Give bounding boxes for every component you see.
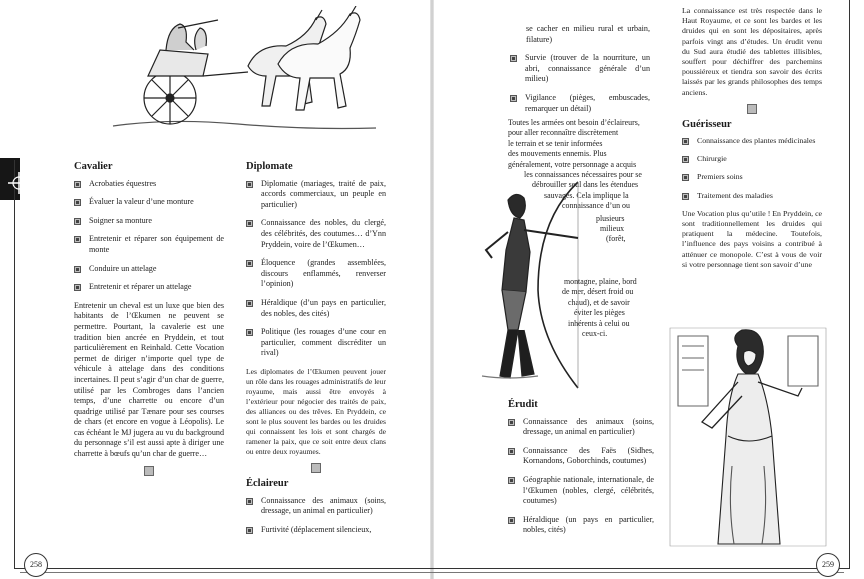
paragraph-line: connaissance d’un ou	[562, 201, 630, 211]
column-diplomate	[246, 162, 386, 543]
bullet-icon	[510, 55, 517, 62]
list-item: Politique (les rouages d’une cour en particulier, comment discréditer un rival)	[246, 327, 386, 359]
bullet-icon	[246, 300, 253, 307]
list-item: Survie (trouver de la nourriture, un abri, connaissance générale d’un milieu)	[510, 53, 650, 85]
list-item: Héraldique (d’un pays en particulier, des nobles, des cités)	[246, 298, 386, 319]
list-item: Vigilance (pièges, embuscades, remarquer un détail)	[510, 93, 650, 114]
bullet-icon	[508, 517, 515, 524]
corner-ornament-icon	[6, 170, 32, 196]
paragraph-line: Toutes les armées ont besoin d’éclaireurs,	[508, 118, 640, 127]
ornament-icon	[747, 104, 757, 114]
continued-item-text: se cacher en milieu rural et urbain, filature)	[526, 24, 650, 44]
list-item: Évaluer la valeur d’une monture	[74, 197, 224, 208]
bullet-icon	[682, 138, 689, 145]
list-item: Connaissance des Faës (Sidhes, Kornandons, Goborchinds, coutumes)	[508, 446, 654, 467]
page-frame-bottom	[14, 568, 850, 569]
list-item: Connaissance des animaux (soins, dressage, un animal en particulier)	[508, 417, 654, 438]
column-eclaireur-continued	[510, 24, 650, 122]
paragraph-line: éviter les pièges	[574, 308, 625, 318]
paragraph-line: pour aller reconnaître discrètement	[508, 128, 619, 138]
page-number-left: 258	[24, 553, 48, 577]
heading-diplomate: Diplomate	[246, 161, 293, 172]
list-item: Traitement des maladies	[682, 191, 822, 201]
bullet-icon	[74, 181, 81, 188]
bullet-icon	[508, 477, 515, 484]
list-item: Conduire un attelage	[74, 264, 224, 275]
paragraph-line: milieux	[600, 224, 625, 234]
list-item: Héraldique (un pays en particulier, nobles, cités)	[508, 515, 654, 536]
page-frame-bottom-inner	[20, 572, 844, 573]
bullet-icon	[246, 260, 253, 267]
list-item: Diplomatie (mariages, traité de paix, accords commerciaux, un peuple en particulier)	[246, 179, 386, 211]
book-spine	[430, 0, 434, 579]
heading-guerisseur: Guérisseur	[682, 118, 732, 130]
cavalier-paragraph: Entretenir un cheval est un luxe que bien des habitants de l’Œkumen ne peuvent se permettre. Pourtant, la cavalerie est une tradition bien ancrée en Pryddein, et tout particulièrement en Reinhald. Cette Vocation permet de diriger n’importe quel type de véhicule à attelage dans des conditions incertaines. Il peut s’agir d’un char de guerre, utilisé par les Combroges dans l’ancien temps, d’une charrette ou encore d’un quadrige utilisé par Tænare pour ses courses de chars (et encore en vogue à Léopolis). Le cas échéant le MJ jugera au vu du background du personnage s’il est aussi apte à diriger une charrette à bœufs qu’un char de guerre…	[74, 300, 224, 459]
bullet-icon	[74, 199, 81, 206]
healer-illustration	[668, 326, 828, 548]
paragraph-line: sauvages. Cela implique la	[544, 190, 629, 200]
ornament-icon	[311, 463, 321, 473]
list-item: Premiers soins	[682, 172, 822, 182]
heading-eclaireur: Éclaireur	[246, 477, 289, 489]
bullet-icon	[74, 218, 81, 225]
paragraph-line: plusieurs	[596, 213, 625, 223]
list-item: Connaissance des nobles, du clergé, des célébrités, des coutumes… d’Ynn Pryddein, voire de l’Œkumen…	[246, 218, 386, 250]
paragraph-line: de mer, désert froid ou	[562, 287, 634, 297]
bullet-icon	[74, 236, 81, 243]
paragraph-line: ceux-ci.	[582, 328, 608, 338]
paragraph-line: montagne, plaine, bord	[564, 276, 637, 286]
list-item: Chirurgie	[682, 154, 822, 164]
paragraph-line: inhérents à celui ou	[568, 318, 630, 328]
paragraph-line: débrouiller seul dans les étendues	[532, 180, 639, 190]
page-frame-right	[849, 0, 850, 569]
list-item: Soigner sa monture	[74, 216, 224, 227]
paragraph-line: le terrain et se tenir informées	[508, 138, 603, 148]
bullet-icon	[682, 156, 689, 163]
ornament-icon	[144, 466, 154, 476]
list-item: Entretenir et réparer son équipement de monte	[74, 234, 224, 255]
paragraph-line: généralement, votre personnage a acquis	[508, 159, 637, 169]
list-item: Éloquence (grandes assemblées, discours enflammés, renverser l’opinion)	[246, 258, 386, 290]
bullet-icon	[246, 220, 253, 227]
column-guerisseur	[682, 6, 822, 276]
bullet-icon	[74, 284, 81, 291]
bullet-icon	[246, 329, 253, 336]
paragraph-line: (forêt,	[606, 234, 626, 244]
list-item: Entretenir et réparer un attelage	[74, 282, 224, 293]
heading-erudit: Érudit	[508, 399, 538, 410]
bullet-icon	[682, 174, 689, 181]
list-item: Acrobaties équestres	[74, 179, 224, 190]
column-erudit	[508, 400, 654, 544]
list-item: Connaissance des animaux (soins, dressage, un animal en particulier)	[246, 496, 386, 517]
guerisseur-paragraph: Une Vocation plus qu’utile ! En Pryddein, ce sont traditionnellement les druides qui pratiquent la médecine. Toutefois, l’influence des pays voisins a contribué à atténuer ce monopole. C’est à vous de voir si votre personnage tient son savoir d’une	[682, 208, 822, 269]
bullet-icon	[246, 527, 253, 534]
bullet-icon	[510, 95, 517, 102]
list-item: Connaissance des plantes médicinales	[682, 136, 822, 146]
bullet-icon	[682, 193, 689, 200]
column-cavalier	[74, 162, 224, 480]
heading-cavalier: Cavalier	[74, 161, 113, 172]
chariot-illustration	[108, 6, 380, 134]
list-item: Furtivité (déplacement silencieux,	[246, 525, 386, 536]
list-item: Géographie nationale, internationale, de l’Œkumen (nobles, clergé, célébrités, coutumes)	[508, 475, 654, 507]
bullet-icon	[508, 448, 515, 455]
page-frame-left	[14, 160, 15, 569]
diplomate-paragraph: Les diplomates de l’Œkumen peuvent jouer un rôle dans les rouages administratifs de leur royaume, mais aussi être envoyés à l’extérieur pour négocier des traités de paix, des alliances ou des trêves. En Pryddein, ce sont le plus souvent les bardes ou les druides qui connaissent les lois et sont chargés de ramener la paix, que ce soit entre deux clans ou entre deux royaumes.	[246, 366, 386, 456]
paragraph-line: chaud), et de savoir	[568, 297, 630, 307]
paragraph-line: des mouvements ennemis. Plus	[508, 149, 607, 159]
bullet-icon	[246, 181, 253, 188]
page-number-right: 259	[816, 553, 840, 577]
erudit-paragraph: La connaissance est très respectée dans le Haut Royaume, et ce sont les bardes et les druides qui en sont les dépositaires, après parfois vingt ans d’études. Un érudit venu du Sud aura étudié des tablettes illisibles, souffert pour déchiffrer des parchemins poussiéreux et tiendra son savoir des écrits laissés par les grands philosophes des temps anciens.	[682, 6, 822, 97]
bullet-icon	[508, 419, 515, 426]
archer-illustration	[478, 180, 588, 390]
bullet-icon	[74, 266, 81, 273]
bullet-icon	[246, 498, 253, 505]
paragraph-line: les connaissances nécessaires pour se	[524, 170, 642, 180]
